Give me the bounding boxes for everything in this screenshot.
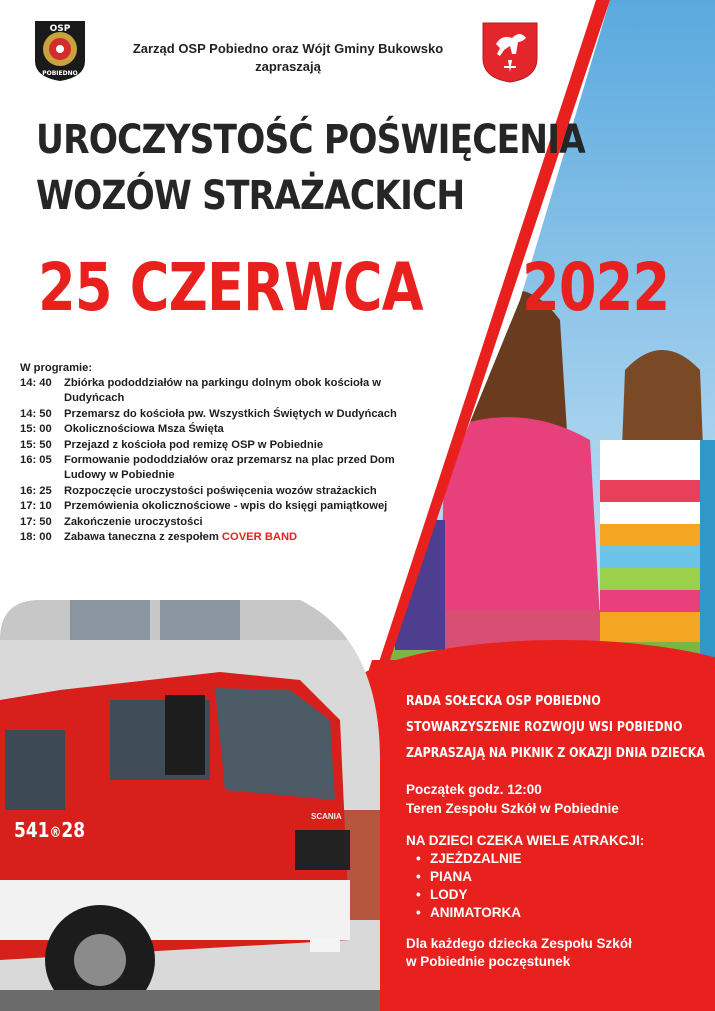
program-time: 16: 25 xyxy=(20,484,52,497)
picnic-details xyxy=(406,780,706,818)
osp-logo-text: OSP xyxy=(49,24,71,34)
truck-brand: SCANIA xyxy=(311,812,342,821)
attractions-list xyxy=(406,850,706,922)
program-desc: Okolicznościowa Msza Święta xyxy=(64,423,224,436)
program-time: 14: 40 xyxy=(20,377,52,389)
program-desc: Zbiórka pododdziałów na parkingu dolnym obok kościoła w Dudyńcach xyxy=(64,377,382,405)
program-item xyxy=(20,499,420,514)
program-heading: W programie: xyxy=(20,362,93,374)
picnic-info xyxy=(406,688,706,971)
invitation-line-1: Zarząd OSP Pobiedno oraz Wójt Gminy Bukowsko xyxy=(132,41,444,56)
gmina-coat-of-arms xyxy=(480,20,540,84)
program-item xyxy=(20,422,420,437)
picnic-heading xyxy=(406,688,706,766)
event-title-line-1: UROCZYSTOŚĆ POŚWIĘCENIA xyxy=(36,117,585,163)
program-time: 17: 50 xyxy=(20,515,52,528)
invitation-text xyxy=(118,40,458,76)
program-item xyxy=(20,453,420,484)
osp-logo-subtext: POBIEDNO xyxy=(42,70,78,77)
program-item xyxy=(20,407,420,422)
program-time: 14: 50 xyxy=(20,407,52,420)
invitation-line-2: zapraszają xyxy=(255,59,321,74)
picnic-start-time: Początek godz. 12:00 xyxy=(406,782,542,797)
event-title-line-2: WOZÓW STRAŻACKICH xyxy=(36,173,465,219)
attraction-item: • ANIMATORKA xyxy=(416,904,706,922)
osp-logo xyxy=(30,17,90,83)
band-name: COVER BAND xyxy=(221,531,298,544)
program-time: 17: 10 xyxy=(20,500,52,513)
program-item xyxy=(20,484,420,499)
program-item xyxy=(20,438,420,453)
program-desc: Przemówienia okolicznościowe - wpis do księgi pamiątkowej xyxy=(64,500,388,513)
program-item xyxy=(20,530,420,545)
truck-number: 541®28 xyxy=(14,818,86,842)
program-item xyxy=(20,515,420,530)
picnic-closing-1: Dla każdego dziecka Zespołu Szkół xyxy=(406,936,632,951)
event-year: 2022 xyxy=(522,249,670,326)
program-desc: Przejazd z kościoła pod remizę OSP w Pobiednie xyxy=(64,438,324,451)
attraction-item: • LODY xyxy=(416,886,706,904)
picnic-heading-3: ZAPRASZAJĄ NA PIKNIK Z OKAZJI DNIA DZIECKA xyxy=(406,745,705,761)
event-date: 25 CZERWCA xyxy=(38,249,423,326)
event-title xyxy=(36,112,585,224)
program-item xyxy=(20,376,420,407)
attraction-item: • ZJEŻDZALNIE xyxy=(416,850,706,868)
program-desc: Rozpoczęcie uroczystości poświęcenia wozów strażackich xyxy=(64,484,377,497)
program-time: 15: 00 xyxy=(20,423,52,436)
picnic-closing-2: w Pobiednie poczęstunek xyxy=(406,954,571,969)
program-desc: Formowanie pododdziałów oraz przemarsz na plac przed Dom Ludowy w Pobiednie xyxy=(64,454,395,482)
program-desc: Przemarsz do kościoła pw. Wszystkich Świętych w Dudyńcach xyxy=(64,407,397,420)
picnic-heading-2: STOWARZYSZENIE ROZWOJU WSI POBIEDNO xyxy=(406,719,683,735)
program-time: 16: 05 xyxy=(20,454,52,467)
attraction-item: • PIANA xyxy=(416,868,706,886)
program-time: 18: 00 xyxy=(20,531,52,544)
program-desc: Zakończenie uroczystości xyxy=(64,515,203,528)
program-time: 15: 50 xyxy=(20,438,52,451)
picnic-heading-1: RADA SOŁECKA OSP POBIEDNO xyxy=(406,693,601,709)
attractions-heading: NA DZIECI CZEKA WIELE ATRAKCJI: xyxy=(406,833,645,848)
picnic-closing xyxy=(406,935,706,971)
program-desc-text: Zabawa taneczna z zespołem xyxy=(64,531,222,544)
program-desc xyxy=(64,530,420,545)
picnic-place: Teren Zespołu Szkół w Pobiednie xyxy=(406,801,619,816)
program-schedule xyxy=(20,361,420,545)
